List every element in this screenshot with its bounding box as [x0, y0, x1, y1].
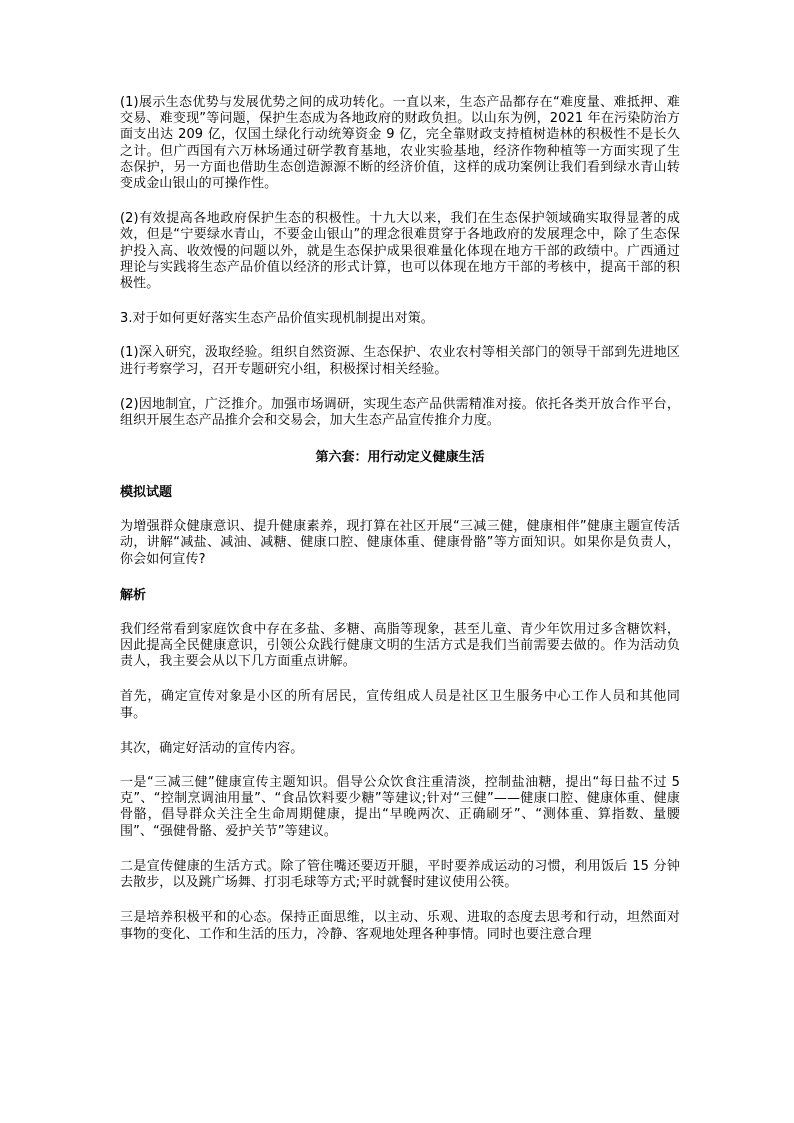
answer-paragraph-point-two: 二是宣传健康的生活方式。除了管住嘴还要迈开腿，平时要养成运动的习惯，利用饭后 15 分钟去散步，以及跳广场舞、打羽毛球等方式;平时就餐时建议使用公筷。: [120, 858, 680, 891]
paragraph-local-conditions: (2)因地制宜，广泛推介。加强市场调研，实现生态产品供需精准对接。依托各类开放合作平台，组织开展生态产品推介会和交易会，加大生态产品宣传推介力度。: [120, 396, 680, 429]
document-body: [120, 95, 680, 962]
paragraph-ecology-transformation: (1)展示生态优势与发展优势之间的成功转化。一直以来，生态产品都存在“难度量、难抵押、难交易、难变现”等问题，保护生态成为各地政府的财政负担。以山东为例，2021 年在污染防治方面支出达 209 亿，仅国土绿化行动统筹资金 9 亿，完全靠财政支持植树造林的积极性不是长久之计。但广西国有六万林场通过研学教育基地，农业实验基地，经济作物种植等一方面实现了生态保护，另一方面也借助生态创造源源不断的经济价值，这样的成功案例让我们看到绿水青山转变成金山银山的可操作性。: [120, 95, 680, 192]
answer-paragraph-content-intro: 其次，确定好活动的宣传内容。: [120, 740, 304, 756]
paragraph-countermeasures-intro: 3.对于如何更好落实生态产品价值实现机制提出对策。: [120, 311, 434, 327]
paragraph-research-experience: (1)深入研究，汲取经验。组织自然资源、生态保护、农业农村等相关部门的领导干部到先进地区进行考察学习，召开专题研究小组，积极探讨相关经验。: [120, 345, 680, 377]
question-text: 为增强群众健康意识、提升健康素养，现打算在社区开展“三减三健，健康相伴”健康主题宣传活动，讲解“减盐、减油、减糖、健康口腔、健康体重、健康骨骼”等方面知识。如果你是负责人，你会如何宣传?: [120, 519, 680, 567]
paragraph-government-enthusiasm: (2)有效提高各地政府保护生态的积极性。十九大以来，我们在生态保护领域确实取得显著的成效，但是“宁要绿水青山，不要金山银山”的理念很难贯穿于各地政府的发展理念中，除了生态保护投入高、收效慢的问题以外，就是生态保护成果很难量化体现在地方干部的政绩中。广西通过理论与实践将生态产品价值以经济的形式计算，也可以体现在地方干部的考核中，提高干部的积极性。: [120, 211, 680, 292]
heading-mock-question: 模拟试题: [120, 485, 173, 501]
heading-analysis: 解析: [120, 587, 147, 603]
answer-paragraph-point-three: 三是培养积极平和的心态。保持正面思维，以主动、乐观、进取的态度去思考和行动，坦然面对事物的变化、工作和生活的压力，冷静、客观地处理各种事情。同时也要注意合理: [120, 910, 680, 942]
answer-paragraph-intro: 我们经常看到家庭饮食中存在多盐、多糖、高脂等现象，甚至儿童、青少年饮用过多含糖饮料，因此提高全民健康意识，引领公众践行健康文明的生活方式是我们当前需要去做的。作为活动负责人，我主要会从以下几方面重点讲解。: [120, 621, 680, 670]
answer-paragraph-point-one: 一是“三减三健”健康宣传主题知识。倡导公众饮食注重清淡，控制盐油糖，提出“每日盐不过 5 克”、“控制烹调油用量”、“食品饮料要少糖”等建议;针对“三健”——健康口腔、健康体重、健康骨骼，倡导群众关注全生命周期健康，提出“早晚两次、正确刷牙”、“测体重、算指数、量腰围”、“强健骨骼、爱护关节”等建议。: [120, 775, 680, 839]
answer-paragraph-target: 首先，确定宣传对象是小区的所有居民，宣传组成人员是社区卫生服务中心工作人员和其他同事。: [120, 689, 680, 721]
section-title: 第六套：用行动定义健康生活: [315, 450, 485, 466]
